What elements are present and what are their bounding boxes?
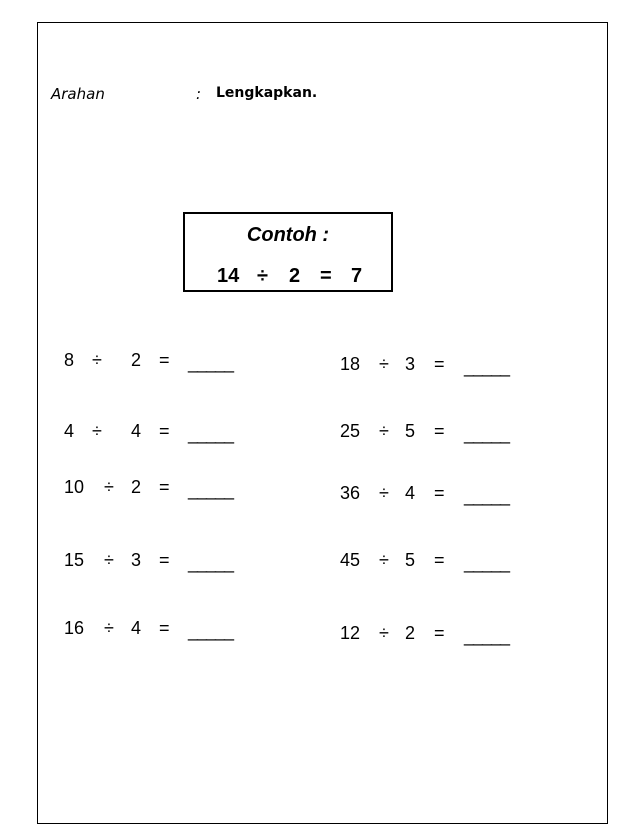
example-title: Contoh :: [246, 224, 330, 246]
question-dividend: 12: [340, 623, 361, 643]
example-divide-sign: ÷: [257, 265, 268, 287]
question-dividend: 15: [64, 550, 85, 570]
divide-sign: ÷: [379, 550, 389, 570]
question-divisor: 5: [405, 550, 416, 570]
example-answer: 7: [351, 265, 363, 287]
divide-sign: ÷: [379, 623, 389, 643]
divide-sign: ÷: [379, 354, 389, 374]
answer-blank[interactable]: _____: [188, 553, 234, 573]
worksheet-border: [37, 22, 608, 824]
equals-sign: =: [159, 421, 170, 441]
answer-blank[interactable]: _____: [464, 424, 510, 444]
question-divisor: 3: [131, 550, 142, 570]
answer-blank[interactable]: _____: [188, 424, 234, 444]
answer-blank[interactable]: _____: [188, 621, 234, 641]
equals-sign: =: [434, 550, 445, 570]
equals-sign: =: [159, 618, 170, 638]
answer-blank[interactable]: _____: [464, 357, 510, 377]
instruction-label: Arahan: [51, 85, 105, 103]
question-divisor: 3: [405, 354, 416, 374]
equals-sign: =: [434, 483, 445, 503]
question-dividend: 18: [340, 354, 361, 374]
question-dividend: 4: [64, 421, 75, 441]
answer-blank[interactable]: _____: [188, 480, 234, 500]
question-dividend: 16: [64, 618, 85, 638]
question-divisor: 4: [405, 483, 416, 503]
answer-blank[interactable]: _____: [464, 553, 510, 573]
question-dividend: 10: [64, 477, 85, 497]
answer-blank[interactable]: _____: [464, 486, 510, 506]
question-dividend: 8: [64, 350, 75, 370]
divide-sign: ÷: [379, 483, 389, 503]
answer-blank[interactable]: _____: [188, 353, 234, 373]
equals-sign: =: [434, 354, 445, 374]
question-divisor: 2: [131, 477, 142, 497]
example-dividend: 14: [217, 265, 240, 287]
equals-sign: =: [434, 421, 445, 441]
divide-sign: ÷: [104, 618, 114, 638]
equals-sign: =: [159, 350, 170, 370]
example-divisor: 2: [289, 265, 301, 287]
instruction-colon: :: [196, 85, 202, 103]
question-dividend: 45: [340, 550, 361, 570]
divide-sign: ÷: [379, 421, 389, 441]
equals-sign: =: [434, 623, 445, 643]
divide-sign: ÷: [104, 477, 114, 497]
question-divisor: 5: [405, 421, 416, 441]
divide-sign: ÷: [92, 421, 102, 441]
divide-sign: ÷: [104, 550, 114, 570]
answer-blank[interactable]: _____: [464, 626, 510, 646]
question-divisor: 4: [131, 421, 142, 441]
question-divisor: 2: [405, 623, 416, 643]
divide-sign: ÷: [92, 350, 102, 370]
question-dividend: 25: [340, 421, 361, 441]
equals-sign: =: [159, 550, 170, 570]
question-divisor: 2: [131, 350, 142, 370]
question-divisor: 4: [131, 618, 142, 638]
instruction-text: Lengkapkan.: [216, 85, 318, 101]
question-dividend: 36: [340, 483, 361, 503]
example-box: [183, 212, 393, 292]
example-equals-sign: =: [320, 265, 332, 287]
equals-sign: =: [159, 477, 170, 497]
